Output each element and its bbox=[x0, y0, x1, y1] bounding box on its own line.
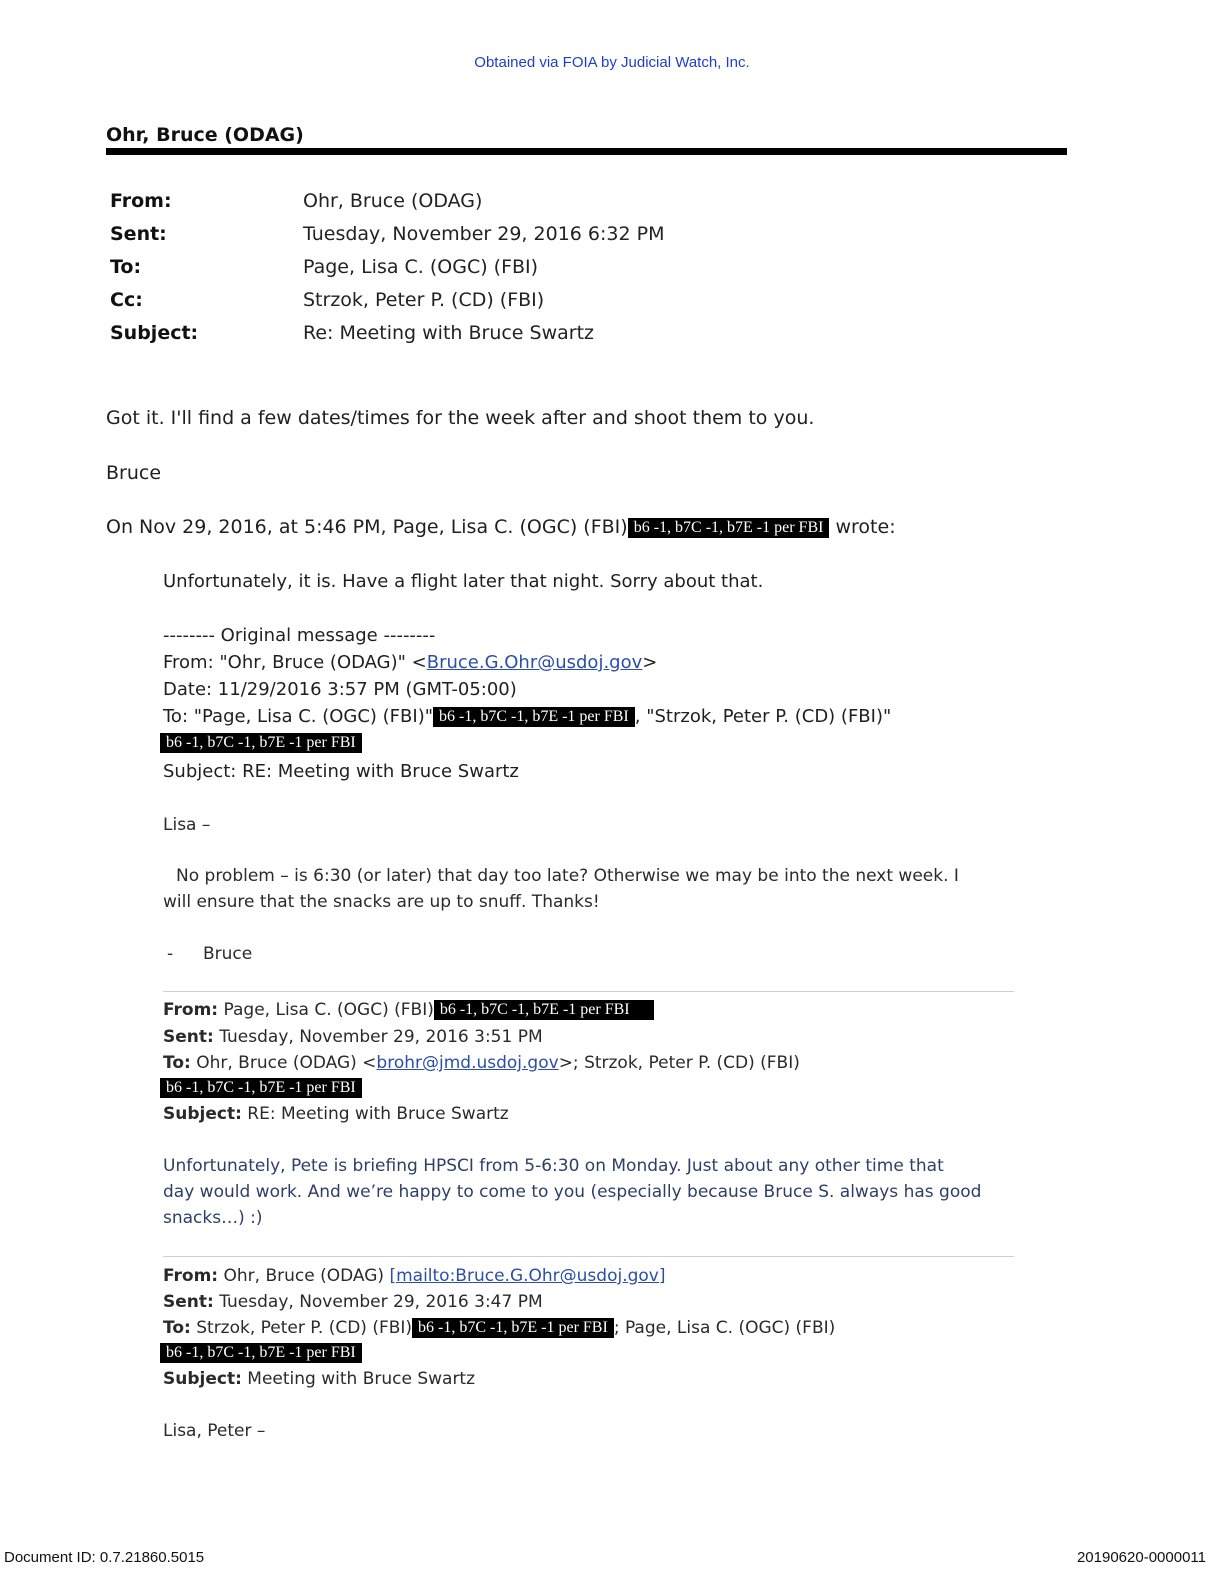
email-link[interactable]: Bruce.G.Ohr@usdoj.gov bbox=[426, 652, 643, 673]
reply-intro-end: wrote: bbox=[835, 516, 896, 538]
bates-number: 20190620-0000011 bbox=[1076, 1549, 1206, 1566]
redaction-block: b6 -1, b7C -1, b7E -1 per FBI bbox=[412, 1318, 614, 1338]
msg2-dash: - bbox=[167, 944, 174, 964]
redaction-block: b6 -1, b7C -1, b7E -1 per FBI bbox=[160, 733, 362, 753]
msg2-signature: Bruce bbox=[203, 944, 253, 964]
msg3-sent-value: Tuesday, November 29, 2016 3:51 PM bbox=[219, 1027, 543, 1047]
original-to-prefix: To: "Page, Lisa C. (OGC) (FBI)" bbox=[163, 706, 433, 727]
original-to bbox=[163, 706, 891, 727]
msg4-sent-value: Tuesday, November 29, 2016 3:47 PM bbox=[219, 1292, 543, 1312]
msg3-body-line: snacks…) :) bbox=[163, 1208, 263, 1228]
foia-banner: Obtained via FOIA by Judicial Watch, Inc. bbox=[474, 54, 750, 71]
original-to-redaction bbox=[160, 733, 362, 753]
msg4-to-redaction bbox=[160, 1343, 362, 1363]
original-from-suffix: > bbox=[642, 652, 658, 673]
from-label: From: bbox=[110, 190, 172, 212]
msg4-subject-label: Subject: bbox=[163, 1369, 242, 1389]
redaction-block: b6 -1, b7C -1, b7E -1 per FBI bbox=[160, 1343, 362, 1363]
original-to-middle: , "Strzok, Peter P. (CD) (FBI)" bbox=[634, 706, 892, 727]
original-subject: Subject: RE: Meeting with Bruce Swartz bbox=[163, 761, 519, 782]
msg4-to-label: To: bbox=[163, 1318, 191, 1338]
msg4-to-prefix: Strzok, Peter P. (CD) (FBI) bbox=[196, 1318, 413, 1338]
original-date: Date: 11/29/2016 3:57 PM (GMT-05:00) bbox=[163, 679, 517, 700]
msg3-to-suffix: >; Strzok, Peter P. (CD) (FBI) bbox=[558, 1053, 800, 1073]
msg4-from-label: From: bbox=[163, 1266, 219, 1286]
reply-text: Unfortunately, it is. Have a flight later that night. Sorry about that. bbox=[163, 571, 764, 592]
msg3-to-prefix: Ohr, Bruce (ODAG) < bbox=[196, 1053, 377, 1073]
msg4-from-prefix: Ohr, Bruce (ODAG) bbox=[223, 1266, 390, 1286]
reply-intro bbox=[106, 516, 896, 538]
msg4-greeting: Lisa, Peter – bbox=[163, 1421, 266, 1441]
msg3-to-redaction bbox=[160, 1078, 362, 1098]
msg3-from bbox=[163, 1000, 654, 1020]
msg3-to bbox=[163, 1053, 800, 1073]
original-from-prefix: From: "Ohr, Bruce (ODAG)" < bbox=[163, 652, 427, 673]
msg4-to bbox=[163, 1318, 835, 1338]
msg2-line: will ensure that the snacks are up to snuff. Thanks! bbox=[163, 892, 600, 912]
msg4-sent bbox=[163, 1292, 543, 1312]
msg3-body-line: Unfortunately, Pete is briefing HPSCI from 5-6:30 on Monday. Just about any other time that bbox=[163, 1156, 944, 1176]
msg3-sent bbox=[163, 1027, 543, 1047]
to-label: To: bbox=[110, 256, 142, 278]
msg3-subject bbox=[163, 1104, 509, 1124]
msg3-to-label: To: bbox=[163, 1053, 191, 1073]
mailbox-owner: Ohr, Bruce (ODAG) bbox=[106, 124, 304, 146]
subject-value: Re: Meeting with Bruce Swartz bbox=[303, 322, 595, 344]
original-message-marker: -------- Original message -------- bbox=[163, 625, 436, 646]
msg4-subject bbox=[163, 1369, 475, 1389]
msg3-from-value: Page, Lisa C. (OGC) (FBI) bbox=[223, 1000, 434, 1020]
redaction-block: b6 -1, b7C -1, b7E -1 per FBI bbox=[434, 1000, 654, 1020]
document-id: Document ID: 0.7.21860.5015 bbox=[4, 1549, 205, 1566]
msg4-subject-value: Meeting with Bruce Swartz bbox=[247, 1369, 476, 1389]
sent-value: Tuesday, November 29, 2016 6:32 PM bbox=[303, 223, 665, 245]
header-rule bbox=[106, 148, 1067, 155]
msg4-from bbox=[163, 1266, 666, 1286]
msg3-from-label: From: bbox=[163, 1000, 219, 1020]
redaction-block: b6 -1, b7C -1, b7E -1 per FBI bbox=[160, 1078, 362, 1098]
body-signature: Bruce bbox=[106, 462, 162, 484]
to-value: Page, Lisa C. (OGC) (FBI) bbox=[303, 256, 539, 278]
sent-label: Sent: bbox=[110, 223, 167, 245]
cc-value: Strzok, Peter P. (CD) (FBI) bbox=[303, 289, 545, 311]
msg3-subject-label: Subject: bbox=[163, 1104, 242, 1124]
redaction-block: b6 -1, b7C -1, b7E -1 per FBI bbox=[628, 518, 830, 538]
msg4-to-middle: ; Page, Lisa C. (OGC) (FBI) bbox=[613, 1318, 836, 1338]
msg2-line: No problem – is 6:30 (or later) that day too late? Otherwise we may be into the next week. I bbox=[176, 866, 959, 886]
from-value: Ohr, Bruce (ODAG) bbox=[303, 190, 483, 212]
cc-label: Cc: bbox=[110, 289, 143, 311]
msg4-sent-label: Sent: bbox=[163, 1292, 214, 1312]
msg3-subject-value: RE: Meeting with Bruce Swartz bbox=[247, 1104, 509, 1124]
body-line: Got it. I'll find a few dates/times for the week after and shoot them to you. bbox=[106, 407, 815, 429]
mailto-link[interactable]: [mailto:Bruce.G.Ohr@usdoj.gov] bbox=[389, 1266, 666, 1286]
msg3-sent-label: Sent: bbox=[163, 1027, 214, 1047]
message-divider bbox=[163, 991, 1014, 992]
email-link[interactable]: brohr@jmd.usdoj.gov bbox=[376, 1053, 559, 1073]
msg3-body-line: day would work. And we’re happy to come to you (especially because Bruce S. always has good bbox=[163, 1182, 982, 1202]
reply-intro-text: On Nov 29, 2016, at 5:46 PM, Page, Lisa C. (OGC) (FBI) bbox=[106, 516, 628, 538]
subject-label: Subject: bbox=[110, 322, 199, 344]
msg2-greeting: Lisa – bbox=[163, 815, 211, 835]
original-from bbox=[163, 652, 657, 673]
redaction-block: b6 -1, b7C -1, b7E -1 per FBI bbox=[433, 707, 635, 727]
message-divider bbox=[163, 1256, 1014, 1257]
